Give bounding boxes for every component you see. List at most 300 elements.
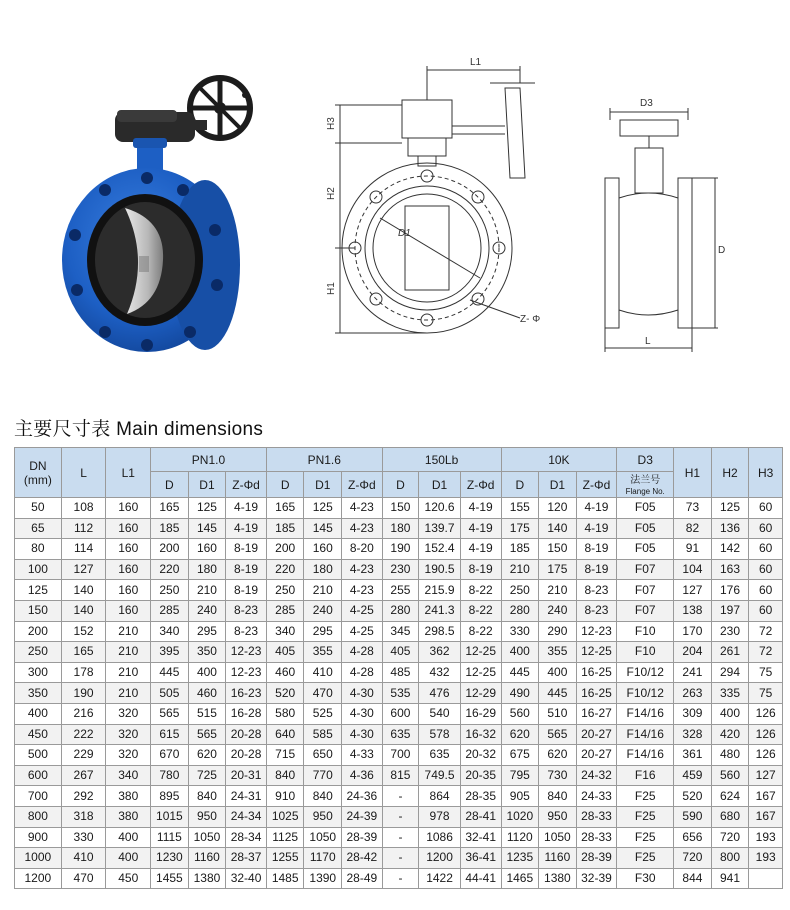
cell-k10-d: 175 [501,518,539,539]
label-z-phi: Z- Φ [520,314,541,325]
cell-pn16-d: 1125 [266,827,304,848]
subheader-d1: D1 [188,472,226,498]
table-row [15,600,783,621]
cell-k10-z: 24-33 [576,786,617,807]
cell-h3: 126 [749,745,783,766]
cell-pn16-z: 4-30 [342,724,383,745]
cell-l1: 210 [106,642,151,663]
cell-h3: 60 [749,498,783,519]
cell-lb150-z: 36-41 [460,848,501,869]
cell-k10-d1: 565 [539,724,577,745]
cell-lb150-z: 8-22 [460,621,501,642]
cell-k10-z: 8-23 [576,580,617,601]
cell-flange-no: F07 [617,600,674,621]
cell-h2: 720 [711,827,749,848]
cell-k10-z: 12-25 [576,642,617,663]
cell-k10-z: 24-32 [576,765,617,786]
cell-pn16-d: 1255 [266,848,304,869]
cell-lb150-d: 345 [382,621,419,642]
cell-h1: 328 [674,724,712,745]
cell-h1: 73 [674,498,712,519]
cell-flange-no: F05 [617,498,674,519]
cell-h2: 176 [711,580,749,601]
cell-h2: 294 [711,662,749,683]
cell-flange-no: F10/12 [617,683,674,704]
cell-pn16-d1: 295 [304,621,342,642]
header-150lb: 150Lb [382,448,501,472]
cell-dn: 1200 [15,868,62,889]
cell-pn16-d1: 525 [304,703,342,724]
cell-k10-z: 20-27 [576,724,617,745]
cell-l: 470 [61,868,106,889]
cell-pn16-d: 165 [266,498,304,519]
cell-pn16-d: 185 [266,518,304,539]
cell-flange-no: F05 [617,518,674,539]
cell-pn16-z: 28-42 [342,848,383,869]
table-row [15,683,783,704]
cell-pn10-d1: 240 [188,600,226,621]
cell-k10-d: 400 [501,642,539,663]
cell-lb150-d: - [382,786,419,807]
cell-pn10-d: 895 [151,786,189,807]
cell-pn10-d: 185 [151,518,189,539]
cell-h1: 170 [674,621,712,642]
cell-pn16-d: 460 [266,662,304,683]
cell-k10-z: 12-23 [576,621,617,642]
cell-dn: 900 [15,827,62,848]
cell-l: 216 [61,703,106,724]
cell-h1: 82 [674,518,712,539]
cell-k10-d1: 120 [539,498,577,519]
cell-l1: 160 [106,518,151,539]
cell-l: 410 [61,848,106,869]
cell-dn: 50 [15,498,62,519]
cell-pn16-z: 4-28 [342,642,383,663]
cell-k10-d1: 445 [539,683,577,704]
label-D1: D1 [398,228,411,239]
cell-l1: 160 [106,498,151,519]
table-row [15,580,783,601]
cell-h3: 75 [749,662,783,683]
cell-pn10-d1: 1050 [188,827,226,848]
cell-k10-d: 560 [501,703,539,724]
cell-lb150-z: 44-41 [460,868,501,889]
cell-flange-no: F05 [617,539,674,560]
cell-lb150-d1: 190.5 [419,559,461,580]
cell-k10-z: 8-19 [576,559,617,580]
cell-pn16-d1: 355 [304,642,342,663]
cell-h3: 60 [749,518,783,539]
subheader-z: Z-Φd [460,472,501,498]
cell-k10-d: 675 [501,745,539,766]
cell-h1: 520 [674,786,712,807]
cell-h1: 656 [674,827,712,848]
cell-l: 112 [61,518,106,539]
cell-k10-d: 490 [501,683,539,704]
cell-k10-d: 250 [501,580,539,601]
cell-pn10-d1: 180 [188,559,226,580]
cell-pn16-d: 200 [266,539,304,560]
cell-l1: 400 [106,827,151,848]
cell-lb150-z: 4-19 [460,498,501,519]
header-l1: L1 [106,448,151,498]
cell-pn16-d: 520 [266,683,304,704]
cell-flange-no: F25 [617,786,674,807]
cell-flange-no: F07 [617,580,674,601]
cell-h2: 136 [711,518,749,539]
cell-pn10-d1: 1380 [188,868,226,889]
cell-pn10-d: 565 [151,703,189,724]
cell-pn10-d1: 515 [188,703,226,724]
cell-pn16-z: 4-25 [342,621,383,642]
cell-lb150-d: 190 [382,539,419,560]
cell-pn16-z: 4-23 [342,580,383,601]
cell-h1: 720 [674,848,712,869]
cell-pn16-d1: 410 [304,662,342,683]
cell-h2: 230 [711,621,749,642]
cell-dn: 65 [15,518,62,539]
cell-pn10-z: 4-19 [226,498,267,519]
cell-pn16-d1: 180 [304,559,342,580]
cell-pn16-z: 4-28 [342,662,383,683]
cell-lb150-z: 8-19 [460,559,501,580]
dimensions-table [14,447,783,889]
cell-pn10-d: 395 [151,642,189,663]
cell-pn16-d: 1025 [266,806,304,827]
dimension-drawing [320,48,760,368]
cell-dn: 300 [15,662,62,683]
cell-pn10-z: 12-23 [226,642,267,663]
cell-pn10-z: 20-31 [226,765,267,786]
cell-h1: 590 [674,806,712,827]
label-D: D [718,245,726,256]
cell-pn16-d1: 770 [304,765,342,786]
cell-pn10-z: 24-34 [226,806,267,827]
table-row [15,703,783,724]
cell-h2: 480 [711,745,749,766]
label-D3: D3 [640,98,653,109]
cell-k10-z: 8-23 [576,600,617,621]
cell-pn16-z: 4-36 [342,765,383,786]
cell-lb150-d: - [382,827,419,848]
cell-lb150-z: 16-29 [460,703,501,724]
section-title: 主要尺寸表 Main dimensions [14,419,264,440]
cell-h3: 60 [749,580,783,601]
cell-lb150-d: - [382,868,419,889]
header-10k: 10K [501,448,617,472]
cell-pn10-d1: 145 [188,518,226,539]
dimensions-table-body [15,498,783,889]
cell-pn16-z: 8-20 [342,539,383,560]
cell-dn: 150 [15,600,62,621]
cell-l1: 160 [106,600,151,621]
cell-lb150-z: 8-22 [460,580,501,601]
cell-dn: 200 [15,621,62,642]
cell-pn10-d: 250 [151,580,189,601]
table-row [15,559,783,580]
cell-lb150-d1: 152.4 [419,539,461,560]
label-L: L [645,336,651,347]
cell-flange-no: F07 [617,559,674,580]
cell-pn10-d1: 350 [188,642,226,663]
cell-pn10-d1: 160 [188,539,226,560]
cell-lb150-d: - [382,806,419,827]
cell-l: 190 [61,683,106,704]
cell-dn: 350 [15,683,62,704]
cell-l: 140 [61,580,106,601]
cell-dn: 100 [15,559,62,580]
cell-h1: 361 [674,745,712,766]
cell-k10-z: 20-27 [576,745,617,766]
cell-pn10-d1: 725 [188,765,226,786]
cell-k10-d1: 950 [539,806,577,827]
header-dn: DN (mm) [15,448,62,498]
cell-pn10-d: 445 [151,662,189,683]
cell-pn10-d1: 295 [188,621,226,642]
cell-h1: 459 [674,765,712,786]
table-row [15,848,783,869]
cell-pn16-d1: 585 [304,724,342,745]
cell-lb150-z: 28-41 [460,806,501,827]
header-h1: H1 [674,448,712,498]
subheader-d1: D1 [539,472,577,498]
subheader-d1: D1 [419,472,461,498]
cell-flange-no: F10/12 [617,662,674,683]
subheader-d: D [501,472,539,498]
cell-h2: 400 [711,703,749,724]
cell-k10-d: 1235 [501,848,539,869]
cell-h2: 197 [711,600,749,621]
cell-k10-d: 1020 [501,806,539,827]
cell-pn16-d: 405 [266,642,304,663]
cell-lb150-d: 405 [382,642,419,663]
front-view [335,66,535,333]
cell-k10-z: 28-33 [576,827,617,848]
cell-pn10-d: 615 [151,724,189,745]
cell-pn10-d: 220 [151,559,189,580]
cell-pn16-d1: 125 [304,498,342,519]
cell-h3: 72 [749,642,783,663]
cell-lb150-z: 12-29 [460,683,501,704]
cell-h3: 193 [749,827,783,848]
cell-flange-no: F25 [617,848,674,869]
flange-cn-label: 法兰号 [630,474,661,486]
cell-h1: 104 [674,559,712,580]
subheader-d1: D1 [304,472,342,498]
cell-h1: 204 [674,642,712,663]
cell-l: 292 [61,786,106,807]
cell-k10-z: 16-25 [576,683,617,704]
cell-flange-no: F25 [617,806,674,827]
cell-pn10-d: 1115 [151,827,189,848]
cell-pn16-z: 4-23 [342,559,383,580]
cell-pn16-z: 4-25 [342,600,383,621]
cell-lb150-d1: 578 [419,724,461,745]
cell-lb150-d1: 1086 [419,827,461,848]
cell-pn16-z: 4-30 [342,703,383,724]
cell-h2: 261 [711,642,749,663]
cell-pn16-z: 4-23 [342,498,383,519]
cell-lb150-d1: 476 [419,683,461,704]
cell-pn16-d: 715 [266,745,304,766]
cell-k10-d: 620 [501,724,539,745]
cell-lb150-d1: 362 [419,642,461,663]
cell-k10-d1: 1050 [539,827,577,848]
cell-dn: 125 [15,580,62,601]
cell-k10-d1: 730 [539,765,577,786]
cell-l1: 210 [106,683,151,704]
cell-lb150-z: 12-25 [460,642,501,663]
label-H2: H2 [326,187,337,200]
cell-h2: 941 [711,868,749,889]
cell-lb150-d1: 1200 [419,848,461,869]
cell-lb150-z: 12-25 [460,662,501,683]
cell-k10-d1: 1160 [539,848,577,869]
cell-h2: 800 [711,848,749,869]
cell-pn16-d1: 650 [304,745,342,766]
cell-l1: 320 [106,745,151,766]
cell-pn16-d1: 470 [304,683,342,704]
cell-lb150-d: 635 [382,724,419,745]
cell-pn10-d1: 460 [188,683,226,704]
cell-lb150-d1: 298.5 [419,621,461,642]
cell-pn16-z: 4-33 [342,745,383,766]
cell-pn10-z: 28-37 [226,848,267,869]
cell-k10-d1: 150 [539,539,577,560]
cell-lb150-d1: 540 [419,703,461,724]
cell-flange-no: F10 [617,642,674,663]
header-h3: H3 [749,448,783,498]
cell-pn16-z: 28-39 [342,827,383,848]
cell-k10-d1: 290 [539,621,577,642]
cell-h2: 624 [711,786,749,807]
cell-pn16-d1: 1050 [304,827,342,848]
cell-lb150-d: - [382,848,419,869]
cell-k10-d1: 355 [539,642,577,663]
header-l: L [61,448,106,498]
cell-lb150-d1: 241.3 [419,600,461,621]
cell-lb150-d: 815 [382,765,419,786]
cell-pn10-d: 200 [151,539,189,560]
label-H1: H1 [326,282,337,295]
cell-pn10-d: 285 [151,600,189,621]
cell-l1: 210 [106,662,151,683]
cell-k10-d1: 140 [539,518,577,539]
cell-dn: 80 [15,539,62,560]
cell-lb150-d1: 120.6 [419,498,461,519]
cell-lb150-z: 20-35 [460,765,501,786]
table-row [15,642,783,663]
cell-dn: 700 [15,786,62,807]
cell-l1: 380 [106,786,151,807]
cell-l1: 320 [106,724,151,745]
cell-pn10-z: 8-23 [226,600,267,621]
cell-h1: 91 [674,539,712,560]
cell-k10-d: 795 [501,765,539,786]
cell-pn10-d1: 125 [188,498,226,519]
cell-k10-d1: 620 [539,745,577,766]
cell-l1: 160 [106,580,151,601]
cell-l: 127 [61,559,106,580]
cell-k10-z: 4-19 [576,518,617,539]
table-row [15,621,783,642]
table-row [15,806,783,827]
label-H3: H3 [326,117,337,130]
cell-k10-d: 210 [501,559,539,580]
cell-pn10-d: 670 [151,745,189,766]
cell-h2: 163 [711,559,749,580]
cell-lb150-d: 280 [382,600,419,621]
cell-l1: 340 [106,765,151,786]
cell-k10-d: 905 [501,786,539,807]
cell-l: 178 [61,662,106,683]
cell-pn16-z: 28-49 [342,868,383,889]
cell-lb150-z: 32-41 [460,827,501,848]
cell-h3: 72 [749,621,783,642]
cell-h1: 127 [674,580,712,601]
cell-lb150-d1: 635 [419,745,461,766]
cell-h3: 167 [749,806,783,827]
cell-l: 165 [61,642,106,663]
cell-pn16-d: 840 [266,765,304,786]
cell-pn10-d1: 1160 [188,848,226,869]
cell-pn10-z: 16-28 [226,703,267,724]
cell-pn16-z: 4-30 [342,683,383,704]
cell-lb150-d1: 1422 [419,868,461,889]
side-view [605,108,718,352]
cell-h2: 680 [711,806,749,827]
cell-l: 114 [61,539,106,560]
valve-product-photo [55,70,260,360]
cell-pn10-z: 16-23 [226,683,267,704]
cell-pn16-d: 340 [266,621,304,642]
cell-pn16-d1: 1390 [304,868,342,889]
cell-h3: 75 [749,683,783,704]
cell-pn16-d: 580 [266,703,304,724]
label-L1: L1 [470,57,482,68]
cell-flange-no: F10 [617,621,674,642]
cell-lb150-z: 16-32 [460,724,501,745]
cell-h1: 844 [674,868,712,889]
cell-l1: 400 [106,848,151,869]
cell-pn10-d1: 950 [188,806,226,827]
cell-pn10-z: 32-40 [226,868,267,889]
cell-l1: 160 [106,559,151,580]
cell-dn: 450 [15,724,62,745]
cell-pn10-d: 1015 [151,806,189,827]
cell-l: 229 [61,745,106,766]
cell-flange-no: F25 [617,827,674,848]
cell-k10-z: 28-33 [576,806,617,827]
cell-pn10-z: 8-19 [226,539,267,560]
cell-l: 108 [61,498,106,519]
cell-h1: 263 [674,683,712,704]
cell-l1: 160 [106,539,151,560]
cell-pn10-d1: 565 [188,724,226,745]
table-row [15,827,783,848]
cell-k10-d: 185 [501,539,539,560]
cell-k10-d: 1465 [501,868,539,889]
cell-k10-d1: 175 [539,559,577,580]
header-d3: D3 [617,448,674,472]
cell-k10-d1: 400 [539,662,577,683]
cell-pn10-d: 780 [151,765,189,786]
cell-lb150-d: 485 [382,662,419,683]
cell-lb150-d1: 864 [419,786,461,807]
cell-h2: 420 [711,724,749,745]
cell-h2: 142 [711,539,749,560]
table-row [15,786,783,807]
